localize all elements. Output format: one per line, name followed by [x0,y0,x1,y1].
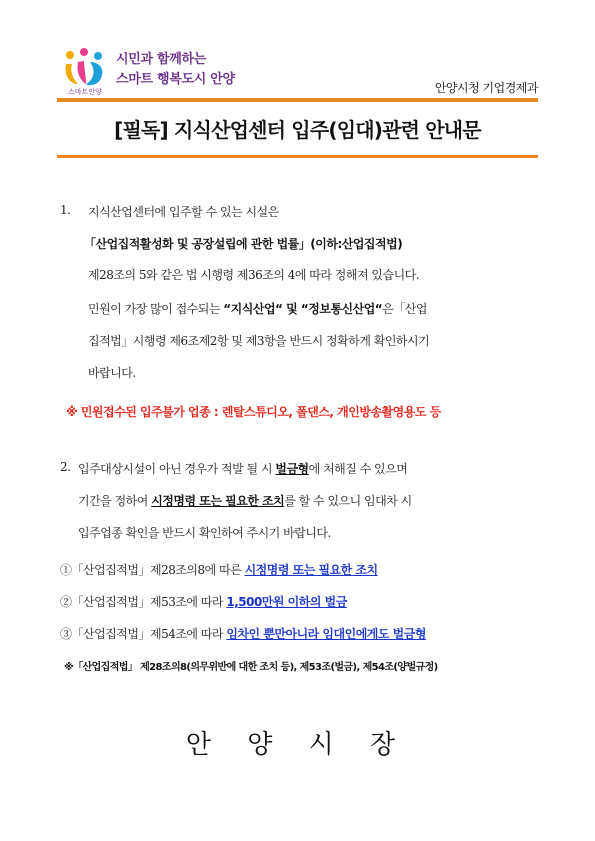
penalty-highlight: 임차인 뿐만아니라 임대인에게도 벌금형 [226,627,426,641]
penalty-marker: ② [60,595,72,609]
section-2-line-2a: 기간을 정하여 [78,494,152,508]
section-2-line-1 [78,460,407,477]
slogan-line-2: 스마트 행복도시 안양 [116,72,235,87]
penalty-item-2 [60,593,347,610]
department-name: 안양시청 기업경제과 [434,81,538,95]
fine-penalty-text: 벌금형 [275,462,309,476]
section-2-line-2 [78,492,412,509]
prohibited-business-notice: ※ 민원접수된 입주불가 업종 : 렌탈스튜디오, 폴댄스, 개인방송촬영용도 등 [66,405,441,419]
logo-label: 스마트안양 [68,88,102,96]
section-2-line-1c: 에 처해질 수 있으며 [308,462,408,476]
section-1-intro: 지식산업센터에 입주할 수 있는 시설은 [88,205,279,219]
section-2-line-3: 입주업종 확인을 반드시 확인하여 주시기 바랍니다. [78,526,331,540]
penalty-item-3 [60,625,426,642]
penalty-highlight: 시정명령 또는 필요한 조치 [244,563,378,577]
penalty-text: 「산업집적법」제53조에 따라 [71,595,227,609]
penalty-text: 「산업집적법」제28조의8에 따른 [71,563,245,577]
penalty-marker: ③ [60,627,72,641]
section-1-line-4c: 은「산업 [382,302,427,316]
bottom-divider [57,155,538,158]
industry-types: “지식산업“ 및 “정보통신산업“ [223,302,383,316]
section-1-line-5: 집적법」시행령 제6조제2항 및 제3항을 반드시 정확하게 확인하시기 [88,334,430,348]
section-1-line-6: 바랍니다. [88,366,136,380]
penalty-text: 「산업집적법」제54조에 따라 [71,627,227,641]
section-2-number: 2. [60,460,71,474]
section-2-line-2c: 를 할 수 있으니 임대차 시 [284,494,412,508]
document-title: [필독] 지식산업센터 입주(임대)관련 안내문 [114,118,481,142]
corrective-order-text: 시정명령 또는 필요한 조치 [151,494,285,508]
city-logo-icon [60,46,110,96]
mayor-signature: 안 양 시 장 [185,730,410,760]
penalty-marker: ① [60,563,72,577]
section-1-line-4 [88,300,427,317]
section-1-line-3: 제28조의 5와 같은 법 시행령 제36조의 4에 따라 정해져 있습니다. [88,268,420,282]
penalty-item-1 [60,561,378,578]
section-2-line-1a: 입주대상시설이 아닌 경우가 적발 될 시 [78,462,276,476]
section-1-line-4a: 민원이 가장 많이 접수되는 [88,302,224,316]
section-1-number: 1. [60,203,71,217]
city-slogan [116,50,235,90]
top-divider [57,98,538,102]
slogan-line-1: 시민과 함께하는 [116,52,207,67]
law-reference-footnote: ※「산업집적법」 제28조의8(의무위반에 대한 조치 등), 제53조(벌금), 제54조(양벌규정) [64,662,438,673]
law-name: 「산업집적활성화 및 공장설립에 관한 법률」(이하:산업집적법) [84,237,403,251]
penalty-highlight: 1,500만원 이하의 벌금 [226,595,347,609]
